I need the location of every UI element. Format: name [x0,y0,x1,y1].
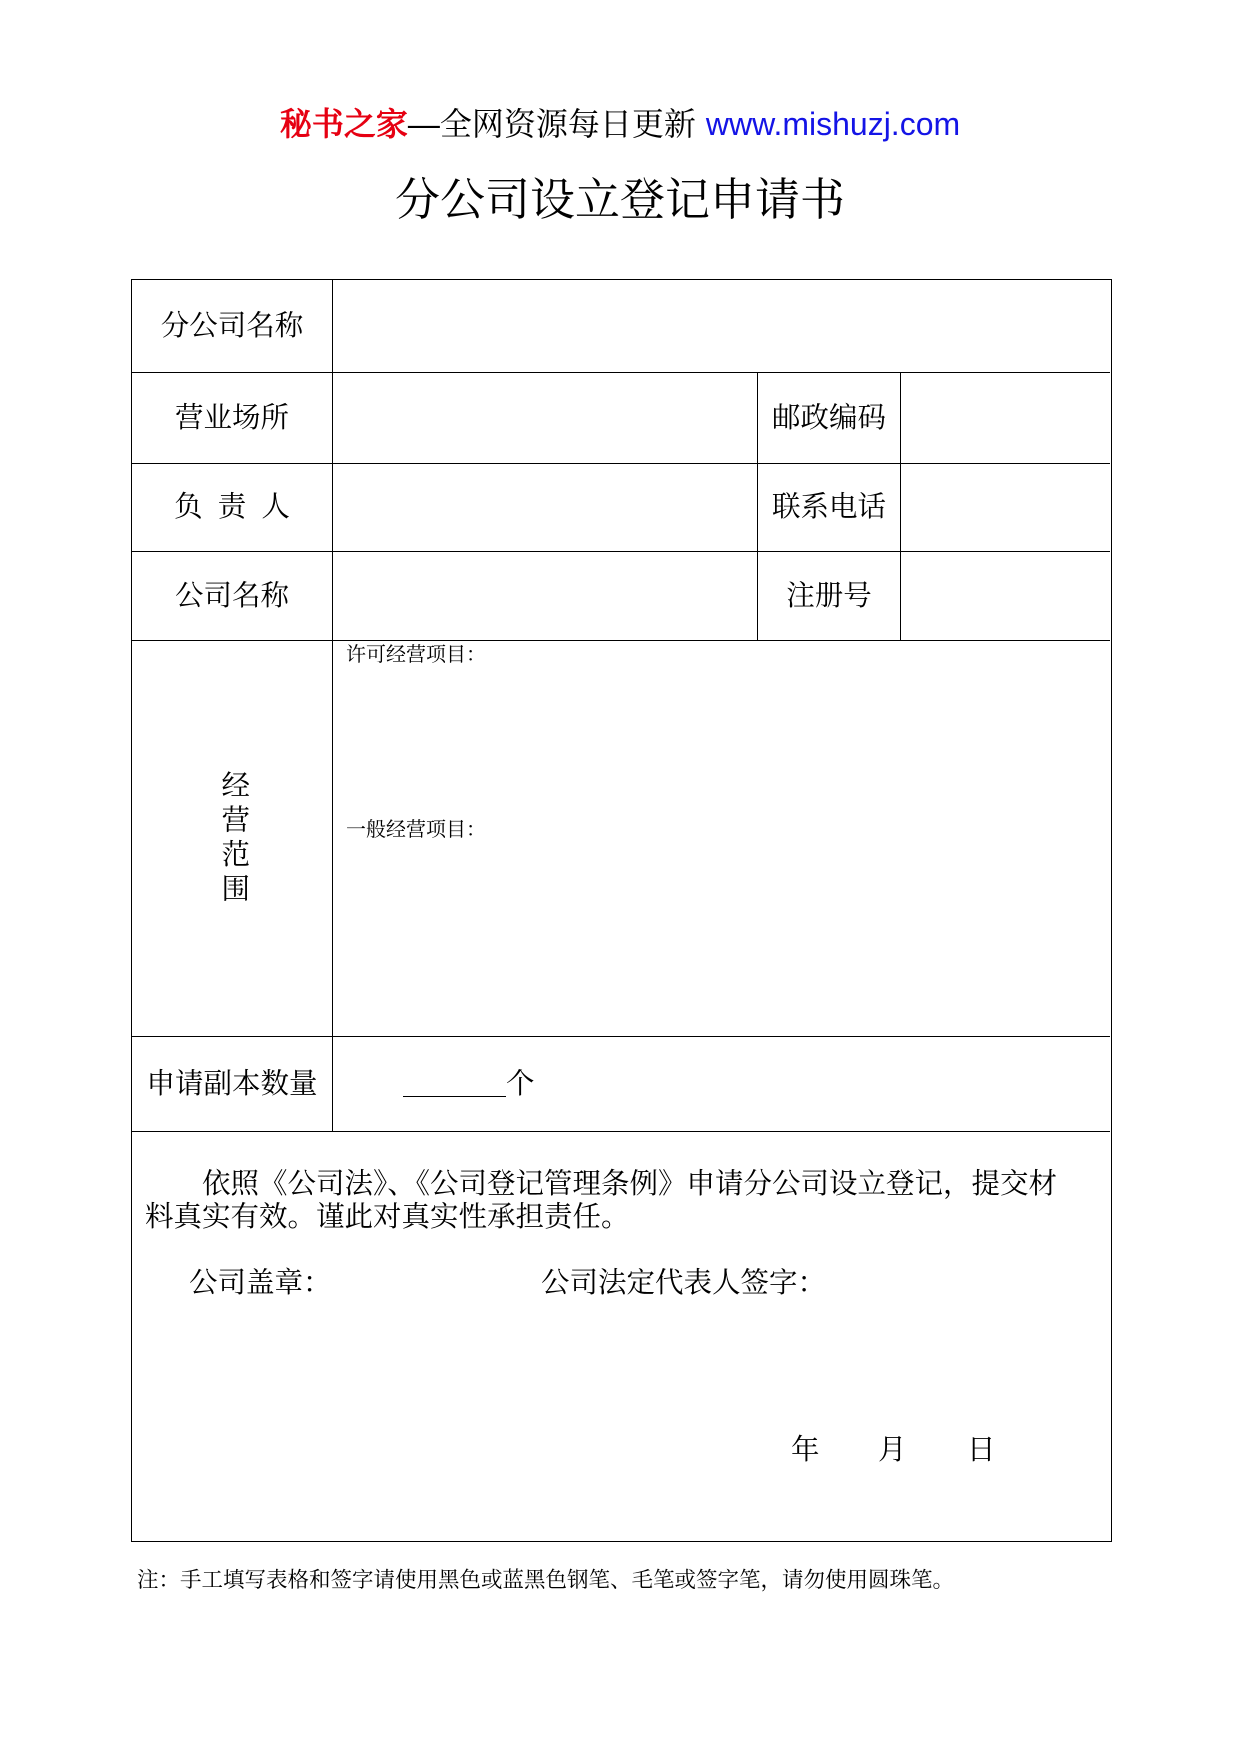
responsible-person-label: 负 责 人 [174,492,290,523]
business-scope-label: 经营范围 [217,769,249,908]
site-url: www.mishuzj.com [705,106,961,142]
business-scope-value-cell [333,641,1110,1037]
copies-unit: 个 [506,1068,535,1100]
licensed-items-label: 许可经营项目： [346,644,486,666]
general-items-label: 一般经营项目： [346,819,486,841]
business-scope-label-cell [132,641,333,1037]
postal-code-label-cell [758,373,901,464]
postal-code-label: 邮政编码 [771,402,886,434]
copies-label: 申请副本数量 [146,1068,318,1100]
contact-phone-label: 联系电话 [771,492,886,523]
business-premises-label-cell [132,373,333,464]
date-year-label: 年 [791,1435,820,1466]
branch-name-label-cell [132,280,333,373]
date-day-label: 日 [967,1435,996,1466]
responsible-person-value-cell [333,464,758,552]
business-premises-value-cell [333,373,758,464]
company-name-label: 公司名称 [174,580,289,612]
document-title: 分公司设立登记申请书 [394,175,845,225]
business-premises-label: 营业场所 [174,402,289,434]
contact-phone-label-cell [758,464,901,552]
declaration-text: 依照《公司法》、《公司登记管理条例》申请分公司设立登记，提交材料真实有效。谨此对真实性承担责任。 [145,1169,1058,1233]
site-header [0,103,1240,145]
copies-value-cell [333,1037,1110,1132]
copies-label-cell [132,1037,333,1132]
company-name-value-cell [333,552,758,641]
header-tagline: —全网资源每日更新 [407,106,696,142]
responsible-person-label-cell [132,464,333,552]
postal-code-value-cell [901,373,1110,464]
registration-number-label-cell [758,552,901,641]
copies-count-blank [403,1096,506,1097]
footnote: 注：手工填写表格和签字请使用黑色或蓝黑色钢笔、毛笔或签字笔，请勿使用圆珠笔。 [137,1568,955,1592]
application-form-table [131,279,1112,1542]
contact-phone-value-cell [901,464,1110,552]
date-month-label: 月 [878,1435,907,1466]
declaration-cell [132,1132,1110,1540]
company-name-label-cell [132,552,333,641]
registration-number-value-cell [901,552,1110,641]
branch-name-value-cell [333,280,1110,373]
legal-representative-signature-label: 公司法定代表人签字： [541,1268,827,1299]
registration-number-label: 注册号 [786,580,872,612]
company-seal-label: 公司盖章： [189,1268,332,1299]
brand-name: 秘书之家 [279,106,408,142]
branch-name-label: 分公司名称 [160,310,304,342]
copies-count-line [403,1068,535,1101]
